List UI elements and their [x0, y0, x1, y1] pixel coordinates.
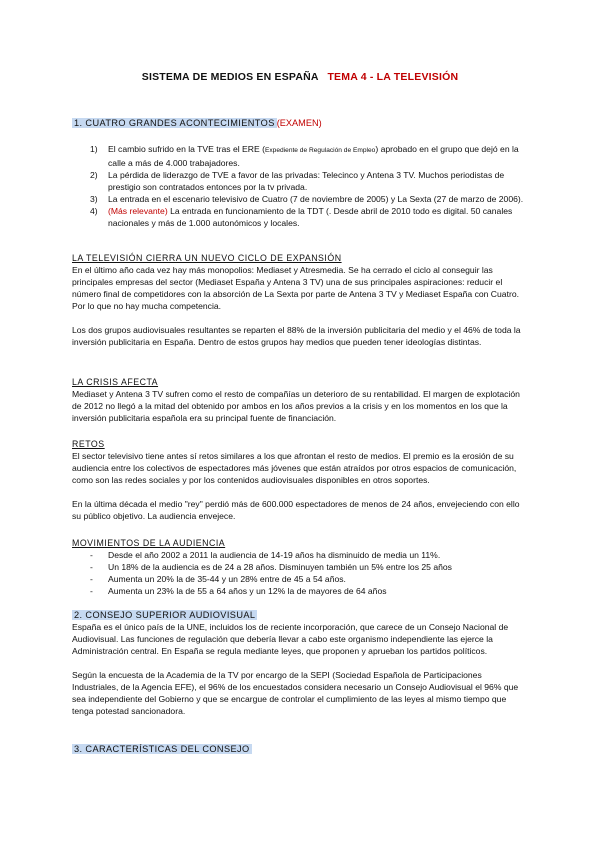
list-item — [72, 143, 530, 169]
list-item: - Desde el año 2002 a 2011 la audiencia de 14-19 años ha disminuido de media un 11%. — [72, 549, 530, 561]
ciclo-paragraph-2: Los dos grupos audiovisuales resultantes se reparten el 88% de la inversión publicitaria del medio y el 46% de toda la inversión publicitaria en España. Dentro de estos grupos hay medios que pueden tener ideologías distintas. — [72, 325, 521, 347]
section2-heading-text: 2. CONSEJO SUPERIOR AUDIOVISUAL — [74, 610, 256, 620]
item-text: La entrada en funcionamiento de la TDT (. Desde abril de 2010 todo es digital. 50 canales nacionales y más de 1.000 autonómicos y locales. — [108, 206, 513, 228]
section1-tag: (EXAMEN) — [276, 118, 322, 128]
section2-heading — [72, 609, 530, 621]
document-title — [0, 71, 600, 83]
item-text-end: ) aprobado en el grupo que dejó en la calle a más de 4.000 trabajadores. — [108, 144, 519, 168]
title-main: SISTEMA DE MEDIOS EN ESPAÑA — [141, 71, 319, 83]
movimientos-heading: MOVIMIENTOS DE LA AUDIENCIA — [72, 538, 226, 548]
item-number: 4) — [90, 206, 98, 216]
item-number: 1) — [90, 144, 98, 154]
section1-list — [72, 143, 530, 229]
item-text: El cambio sufrido en la TVE tras el ERE ( — [108, 144, 265, 154]
list-item: - Un 18% de la audiencia es de 24 a 28 años. Disminuyen también un 5% entre los 25 años — [72, 561, 530, 573]
crisis-paragraph: Mediaset y Antena 3 TV sufren como el resto de compañías un deterioro de su rentabilidad. El margen de explotación de 2012 no llegó a la mitad del obtenido por ambos en los años previos a la crisis y en los momentos en los que la inversión publicitaria española era su principal fuente de financiación. — [72, 389, 520, 423]
title-sub: TEMA 4 - LA TELEVISIÓN — [327, 71, 459, 83]
item-small-text: Expediente de Regulación de Empleo — [264, 147, 376, 154]
list-item: - Aumenta un 20% la de 35-44 y un 28% entre de 45 a 54 años. — [72, 573, 530, 585]
ciclo-heading: LA TELEVISIÓN CIERRA UN NUEVO CICLO DE EXPANSIÓN — [72, 253, 342, 263]
movimientos-section — [72, 537, 530, 597]
ciclo-paragraph-1: En el último año cada vez hay más monopolios: Mediaset y Atresmedia. Se ha cerrado el ciclo al conseguir las principales empresas del sector (Mediaset España y Antena 3 TV) una de sus principales aspiraciones: reducir el número final de competidores con la absorción de La Sexta por parte de Antena 3 TV y Mediaset España con Cuatro. Por lo que no hay mucha competencia. — [72, 265, 519, 311]
retos-section — [72, 438, 530, 522]
section2 — [72, 609, 530, 717]
item-number: 3) — [90, 194, 98, 204]
section3-heading — [72, 743, 530, 755]
ciclo-section — [72, 252, 530, 348]
list-item: - Aumenta un 23% la de 55 a 64 años y un 12% la de mayores de 64 años — [72, 585, 530, 597]
section1-heading — [72, 117, 530, 129]
list-item — [72, 169, 530, 193]
retos-heading: RETOS — [72, 439, 105, 449]
item-highlight: (Más relevante) — [108, 206, 168, 216]
item-text: La entrada en el escenario televisivo de Cuatro (7 de noviembre de 2005) y La Sexta (27 de marzo de 2006). — [108, 194, 524, 204]
section2-paragraph-1: España es el único país de la UNE, incluidos los de reciente incorporación, que carece de un Consejo Nacional de Audiovisual. Las funciones de regulación que debería llevar a cabo este organismo independiente las ejerce la Administración central. En España se regula mediante leyes, que proponen y aprueban los partidos políticos. — [72, 622, 509, 656]
retos-paragraph-1: El sector televisivo tiene antes sí retos similares a los que afrontan el resto de medios. El premio es la erosión de su audiencia entre los colectivos de espectadores más jóvenes que están atraídos por otros espacios de comunicación, como son las redes sociales y por los contenidos audiovisuales disponibles en otros soportes. — [72, 451, 517, 485]
list-item — [72, 205, 530, 229]
list-item — [72, 193, 530, 205]
item-text: La pérdida de liderazgo de TVE a favor de las privadas: Telecinco y Antena 3 TV. Muchos periodistas de prestigio son contratados entonces por la tv privada. — [108, 170, 505, 192]
section1-heading-text: 1. CUATRO GRANDES ACONTECIMIENTOS — [74, 118, 275, 128]
section3-heading-text: 3. CARACTERÍSTICAS DEL CONSEJO — [74, 744, 250, 754]
item-number: 2) — [90, 170, 98, 180]
retos-paragraph-2: En la última década el medio "rey" perdió más de 600.000 espectadores de menos de 24 años, envejeciendo con ello su público objetivo. La audiencia envejece. — [72, 499, 520, 521]
crisis-heading: LA CRISIS AFECTA — [72, 377, 159, 387]
movimientos-list — [72, 549, 530, 597]
section2-paragraph-2: Según la encuesta de la Academia de la TV por encargo de la SEPI (Sociedad Española de Participaciones Industriales, de la Agencia EFE), el 96% de los encuestados considera necesario un Consejo Audiovisual el 96% que sea independiente del Gobierno y que se encargue de controlar el cumplimiento de las leyes al mismo tiempo que tenga potestad sancionadora. — [72, 670, 519, 716]
crisis-section — [72, 376, 530, 424]
